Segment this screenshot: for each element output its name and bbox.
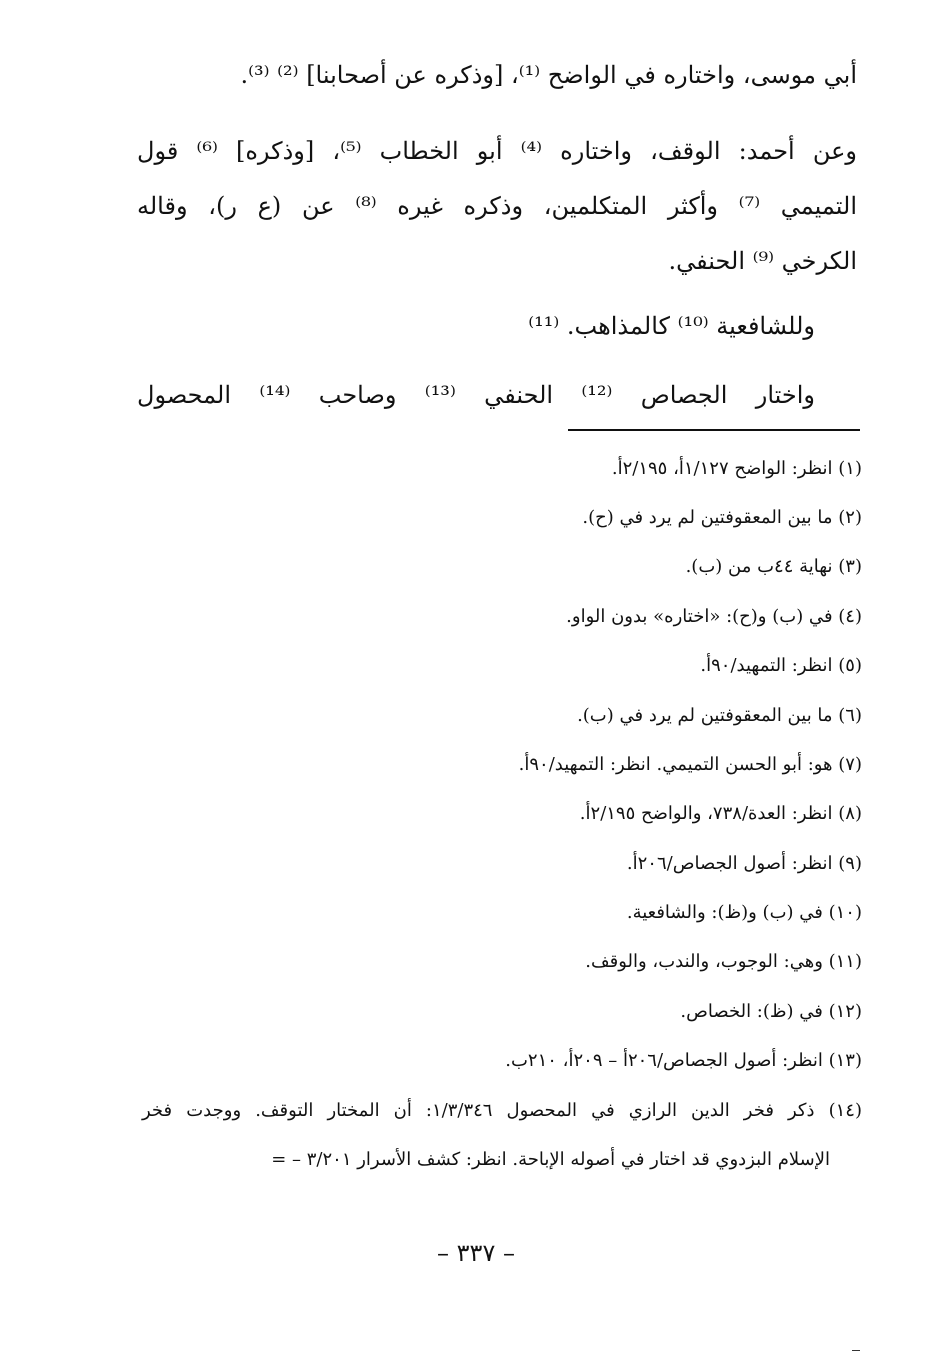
footnote-14-line-2: الإسلام البزدوي قد اختار في أصوله الإباحة. انظر: كشف الأسرار ٣/٢٠١ – =	[271, 1149, 830, 1170]
body-line-4: الكرخي ⁽⁹⁾ الحنفي.	[668, 247, 857, 275]
footnote-10: (١٠) في (ب) و(ظ): والشافعية.	[626, 902, 862, 923]
footnote-12: (١٢) في (ظ): الخصاص.	[680, 1001, 862, 1022]
footnote-7: (٧) هو: أبو الحسن التميمي. انظر: التمهيد/٩٠أ.	[518, 754, 862, 775]
body-line-1: أبي موسى، واختاره في الواضح ⁽¹⁾، [وذكره عن أصحابنا] ⁽²⁾ ⁽³⁾.	[240, 61, 857, 89]
footnote-13: (١٣) انظر: أصول الجصاص/٢٠٦أ – ٢٠٩أ، ٢١٠ب.	[505, 1050, 862, 1071]
scan-mark	[852, 1350, 860, 1351]
page-number: – ٣٣٧ –	[437, 1239, 515, 1267]
footnote-5: (٥) انظر: التمهيد/٩٠أ.	[700, 655, 862, 676]
footnote-separator	[568, 429, 860, 431]
footnote-3: (٣) نهاية ٤٤ب من (ب).	[685, 556, 862, 577]
footnote-8: (٨) انظر: العدة/٧٣٨، والواضح ٢/١٩٥أ.	[579, 803, 862, 824]
footnote-9: (٩) انظر: أصول الجصاص/٢٠٦أ.	[626, 853, 862, 874]
body-line-2: وعن أحمد: الوقف، واختاره ⁽⁴⁾ أبو الخطاب ⁽⁵⁾، [وذكره] ⁽⁶⁾ قول	[137, 137, 857, 165]
footnote-4: (٤) في (ب) و(ح): «اختاره» بدون الواو.	[566, 606, 862, 627]
footnote-14-line-1: (١٤) ذكر فخر الدين الرازي في المحصول ١/٣/٣٤٦: أن المختار التوقف. ووجدت فخر	[142, 1100, 862, 1121]
body-line-6: واختار الجصاص ⁽¹²⁾ الحنفي ⁽¹³⁾ وصاحب ⁽¹⁴⁾ المحصول	[137, 381, 815, 409]
body-line-3: التميمي ⁽⁷⁾ وأكثر المتكلمين، وذكره غيره ⁽⁸⁾ عن (ع ر)، وقاله	[137, 192, 857, 220]
footnote-1: (١) انظر: الواضح ١/١٢٧أ، ٢/١٩٥أ.	[611, 458, 862, 479]
footnote-6: (٦) ما بين المعقوفتين لم يرد في (ب).	[577, 705, 862, 726]
footnote-2: (٢) ما بين المعقوفتين لم يرد في (ح).	[582, 507, 862, 528]
footnote-11: (١١) وهي: الوجوب، والندب، والوقف.	[585, 951, 862, 972]
body-line-5: وللشافعية ⁽¹⁰⁾ كالمذاهب. ⁽¹¹⁾	[528, 312, 815, 340]
